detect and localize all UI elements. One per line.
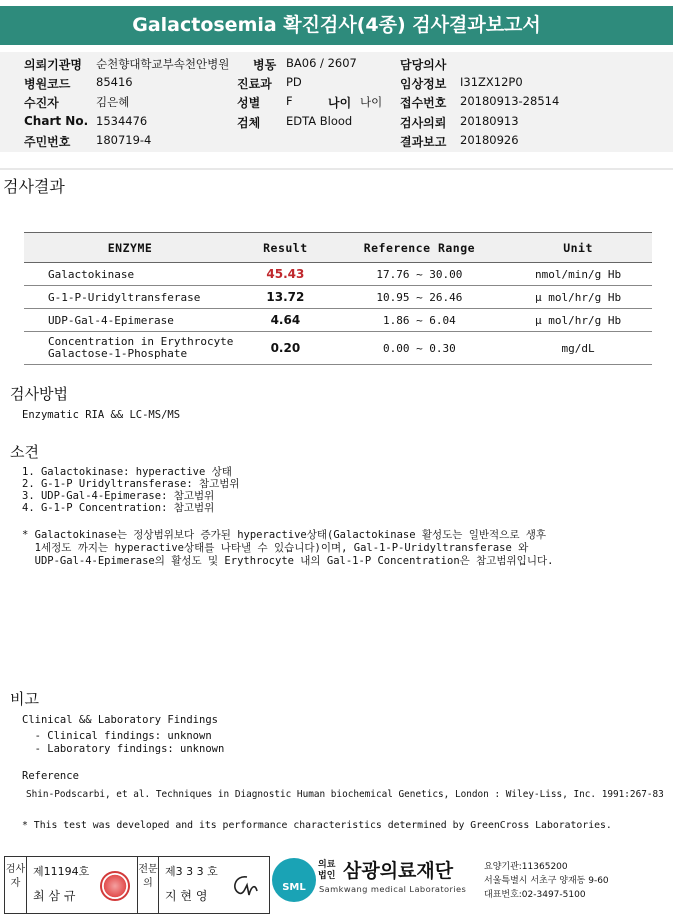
sex-value: F [286,94,293,108]
age-label: 나이 [328,96,352,110]
result-value: 0.20 [236,332,335,365]
result-value: 13.72 [236,286,335,309]
finding-note: * Galactokinase는 정상범위보다 증가된 hyperactive상태(Galactokinase 활성도는 일반적으로 생후 [22,529,547,541]
patient-info-panel [0,52,673,152]
result-value: 45.43 [236,263,335,286]
enzyme-name: G-1-P-Uridyltransferase [24,286,236,309]
specialist-label: 전문의 [137,857,159,913]
section-divider [0,168,673,170]
findings-title: 소견 [10,443,39,461]
org-prefix [318,860,335,882]
table-row [24,286,652,309]
results-table [24,232,652,365]
specialist-number: 제3 3 3 호 [165,865,218,878]
report-date-value: 20180926 [460,133,519,147]
results-section-title: 검사결과 [3,177,65,196]
table-row [24,309,652,332]
method-text: Enzymatic RIA && LC-MS/MS [22,409,181,421]
unit: mg/dL [504,332,652,365]
enzyme-name: UDP-Gal-4-Epimerase [24,309,236,332]
enzyme-name-line2: Galactose-1-Phosphate [48,347,188,360]
examiner-number: 제11194호 [33,865,90,878]
recipient-value: 김은혜 [96,95,130,109]
enzyme-name-line1: Concentration in Erythrocyte [48,335,234,348]
disclaimer: * This test was developed and its performance characteristics determined by GreenCross Laboratories. [22,820,612,831]
reference-label: Reference [22,770,79,782]
unit: μ mol/hr/g Hb [504,286,652,309]
clinical-value: I31ZX12P0 [460,75,523,89]
remarks-subtitle: Clinical && Laboratory Findings [22,714,218,726]
institution-value: 순천향대학교부속천안병원 [96,57,230,71]
report-title: Galactosemia 확진검사(4종) 검사결과보고서 [0,6,673,45]
org-name: 삼광의료재단 [343,860,454,882]
finding-item: 3. UDP-Gal-4-Epimerase: 참고범위 [22,490,215,502]
finding-item: 2. G-1-P Uridyltransferase: 참고범위 [22,478,240,490]
finding-item: 1. Galactokinase: hyperactive 상태 [22,466,232,478]
unit: nmol/min/g Hb [504,263,652,286]
org-address: 서울특별시 서초구 양재동 9-60 [484,876,609,886]
clinical-label: 임상정보 [400,77,447,91]
specimen-label: 검체 [237,116,261,130]
org-english-name: Samkwang medical Laboratories [319,884,467,894]
method-title: 검사방법 [10,385,68,403]
specimen-value: EDTA Blood [286,114,353,128]
remarks-title: 비고 [10,690,39,708]
ward-label: 병동 [253,58,277,72]
examiner-seal-icon [100,871,130,901]
remarks-line: - Clinical findings: unknown [22,730,212,742]
ward-value: BA06 / 2607 [286,56,357,70]
signature-box [4,856,270,914]
unit: μ mol/hr/g Hb [504,309,652,332]
org-code: 요양기관:11365200 [484,862,568,872]
reference-range: 10.95 ~ 26.46 [335,286,504,309]
column-header-enzyme: ENZYME [24,233,236,263]
examiner-name: 최 삼 규 [33,889,76,903]
column-header-range: Reference Range [335,233,504,263]
column-header-unit: Unit [504,233,652,263]
examiner-label: 검사자 [5,857,27,913]
request-value: 20180913 [460,114,519,128]
sex-label: 성별 [237,96,261,110]
org-phone: 대표번호:02-3497-5100 [484,890,586,900]
hospital-code-label: 병원코드 [24,77,71,91]
enzyme-name [24,332,236,365]
reference-range: 1.86 ~ 6.04 [335,309,504,332]
sml-logo-text: SML [282,882,306,893]
age-value: 나이 [360,95,383,109]
chart-label: Chart No. [24,114,89,128]
chart-value: 1534476 [96,114,148,128]
report-date-label: 결과보고 [400,135,447,149]
receipt-label: 접수번호 [400,96,447,110]
reference-range: 0.00 ~ 0.30 [335,332,504,365]
dept-label: 진료과 [237,77,272,91]
org-prefix-line1: 의료 [318,860,336,870]
institution-label: 의뢰기관명 [24,58,82,72]
dept-value: PD [286,75,302,89]
reference-text: Shin-Podscarbi, et al. Techniques in Diagnostic Human biochemical Genetics, London : Wiley-Liss, Inc. 1991:267-83 [26,789,664,800]
org-prefix-line2: 법인 [318,871,336,881]
receipt-value: 20180913-28514 [460,94,560,108]
id-value: 180719-4 [96,133,152,147]
finding-note: 1세정도 까지는 hyperactive상태를 나타낼 수 있습니다)이며, Gal-1-P-Uridyltransferase 와 [22,542,529,554]
hospital-code-value: 85416 [96,75,133,89]
table-row [24,263,652,286]
sml-logo-icon [272,858,316,902]
column-header-result: Result [236,233,335,263]
doctor-label: 담당의사 [400,58,447,72]
finding-note: UDP-Gal-4-Epimerase의 활성도 및 Erythrocyte 내의 Gal-1-P Concentration은 참고범위입니다. [22,555,554,567]
specialist-name: 지 현 영 [165,889,208,903]
signature-icon [227,871,263,901]
reference-range: 17.76 ~ 30.00 [335,263,504,286]
recipient-label: 수진자 [24,96,59,110]
table-row [24,332,652,365]
finding-item: 4. G-1-P Concentration: 참고범위 [22,502,215,514]
request-label: 검사의뢰 [400,116,447,130]
result-value: 4.64 [236,309,335,332]
remarks-line: - Laboratory findings: unknown [22,743,225,755]
id-label: 주민번호 [24,135,71,149]
enzyme-name: Galactokinase [24,263,236,286]
